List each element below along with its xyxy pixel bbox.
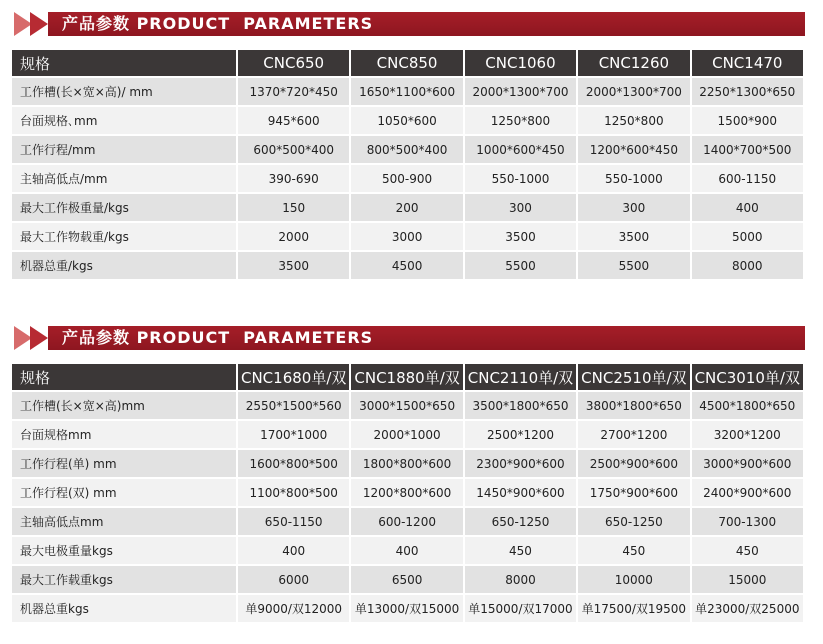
table-row xyxy=(12,136,803,163)
table-cell: 4500*1800*650 xyxy=(692,392,803,419)
table-cell: 2000*1000 xyxy=(351,421,462,448)
table-cell: 3800*1800*650 xyxy=(578,392,689,419)
header-cell: CNC2510单/双 xyxy=(578,364,689,390)
table-cell: 5500 xyxy=(578,252,689,279)
table-cell: 5500 xyxy=(465,252,576,279)
row-label: 最大工作载重kgs xyxy=(12,566,236,593)
banner-title: 产品参数 PRODUCT PARAMETERS xyxy=(62,14,374,33)
header-cell: CNC1260 xyxy=(578,50,689,76)
table-cell: 2550*1500*560 xyxy=(238,392,349,419)
row-label: 工作槽(长×宽×高)/ mm xyxy=(12,78,236,105)
table-row xyxy=(12,78,803,105)
section-1 xyxy=(10,8,805,281)
table-row xyxy=(12,595,803,622)
row-label: 工作行程(单) mm xyxy=(12,450,236,477)
table-cell: 1250*800 xyxy=(578,107,689,134)
table-row xyxy=(12,165,803,192)
table-row xyxy=(12,252,803,279)
header-cell: CNC850 xyxy=(351,50,462,76)
table-cell: 3500 xyxy=(578,223,689,250)
table-row xyxy=(12,450,803,477)
header-cell: CNC3010单/双 xyxy=(692,364,803,390)
table-header-row xyxy=(12,364,803,390)
table-cell: 600-1150 xyxy=(692,165,803,192)
table-cell: 400 xyxy=(692,194,803,221)
table-cell: 1500*900 xyxy=(692,107,803,134)
table-cell: 单9000/双12000 xyxy=(238,595,349,622)
table-cell: 450 xyxy=(578,537,689,564)
table-cell: 945*600 xyxy=(238,107,349,134)
table-cell: 1400*700*500 xyxy=(692,136,803,163)
table-cell: 1750*900*600 xyxy=(578,479,689,506)
row-label: 最大电极重量kgs xyxy=(12,537,236,564)
table-cell: 150 xyxy=(238,194,349,221)
table-cell: 10000 xyxy=(578,566,689,593)
table-row xyxy=(12,508,803,535)
table-cell: 1600*800*500 xyxy=(238,450,349,477)
table-row xyxy=(12,392,803,419)
header-cell: CNC650 xyxy=(238,50,349,76)
table-cell: 2000*1300*700 xyxy=(465,78,576,105)
table-cell: 3200*1200 xyxy=(692,421,803,448)
table-cell: 1700*1000 xyxy=(238,421,349,448)
row-label: 主轴高低点mm xyxy=(12,508,236,535)
section-banner xyxy=(10,322,805,354)
table-cell: 1100*800*500 xyxy=(238,479,349,506)
table-row xyxy=(12,194,803,221)
table-cell: 600-1200 xyxy=(351,508,462,535)
row-label: 工作槽(长×宽×高)mm xyxy=(12,392,236,419)
row-label: 机器总重kgs xyxy=(12,595,236,622)
table-cell: 2000*1300*700 xyxy=(578,78,689,105)
table-cell: 1450*900*600 xyxy=(465,479,576,506)
table-cell: 3000 xyxy=(351,223,462,250)
table-cell: 3500 xyxy=(238,252,349,279)
header-cell: CNC2110单/双 xyxy=(465,364,576,390)
header-cell: 规格 xyxy=(12,364,236,390)
table-cell: 2500*1200 xyxy=(465,421,576,448)
table-cell: 1200*800*600 xyxy=(351,479,462,506)
table-cell: 2300*900*600 xyxy=(465,450,576,477)
table-cell: 1370*720*450 xyxy=(238,78,349,105)
row-label: 工作行程(双) mm xyxy=(12,479,236,506)
table-cell: 400 xyxy=(351,537,462,564)
table-cell: 450 xyxy=(465,537,576,564)
parameters-table xyxy=(10,48,805,281)
table-cell: 200 xyxy=(351,194,462,221)
table-row xyxy=(12,479,803,506)
table-cell: 300 xyxy=(465,194,576,221)
header-cell: CNC1680单/双 xyxy=(238,364,349,390)
table-cell: 5000 xyxy=(692,223,803,250)
row-label: 台面规格mm xyxy=(12,421,236,448)
table-cell: 2000 xyxy=(238,223,349,250)
table-cell: 390-690 xyxy=(238,165,349,192)
row-label: 最大工作极重量/kgs xyxy=(12,194,236,221)
header-cell: CNC1060 xyxy=(465,50,576,76)
header-cell: CNC1470 xyxy=(692,50,803,76)
table-row xyxy=(12,537,803,564)
table-cell: 8000 xyxy=(692,252,803,279)
table-cell: 650-1150 xyxy=(238,508,349,535)
table-cell: 1000*600*450 xyxy=(465,136,576,163)
row-label: 工作行程/mm xyxy=(12,136,236,163)
table-cell: 600*500*400 xyxy=(238,136,349,163)
table-cell: 650-1250 xyxy=(578,508,689,535)
section-banner xyxy=(10,8,805,40)
table-cell: 300 xyxy=(578,194,689,221)
table-cell: 500-900 xyxy=(351,165,462,192)
table-cell: 400 xyxy=(238,537,349,564)
chevron-right-icon xyxy=(30,326,48,350)
banner-title: 产品参数 PRODUCT PARAMETERS xyxy=(62,328,374,347)
chevron-right-icon xyxy=(30,12,48,36)
table-cell: 1200*600*450 xyxy=(578,136,689,163)
table-cell: 2400*900*600 xyxy=(692,479,803,506)
row-label: 最大工作物载重/kgs xyxy=(12,223,236,250)
table-row xyxy=(12,566,803,593)
table-row xyxy=(12,223,803,250)
row-label: 台面规格､mm xyxy=(12,107,236,134)
table-cell: 6000 xyxy=(238,566,349,593)
table-row xyxy=(12,421,803,448)
table-cell: 1800*800*600 xyxy=(351,450,462,477)
table-cell: 3000*900*600 xyxy=(692,450,803,477)
table-cell: 3500 xyxy=(465,223,576,250)
table-cell: 1250*800 xyxy=(465,107,576,134)
table-cell: 4500 xyxy=(351,252,462,279)
table-cell: 1050*600 xyxy=(351,107,462,134)
header-cell: CNC1880单/双 xyxy=(351,364,462,390)
table-cell: 2250*1300*650 xyxy=(692,78,803,105)
row-label: 机器总重/kgs xyxy=(12,252,236,279)
table-cell: 3500*1800*650 xyxy=(465,392,576,419)
table-cell: 800*500*400 xyxy=(351,136,462,163)
table-cell: 15000 xyxy=(692,566,803,593)
parameters-table xyxy=(10,362,805,624)
table-cell: 550-1000 xyxy=(465,165,576,192)
table-cell: 3000*1500*650 xyxy=(351,392,462,419)
table-cell: 单13000/双15000 xyxy=(351,595,462,622)
table-cell: 8000 xyxy=(465,566,576,593)
header-cell: 规格 xyxy=(12,50,236,76)
table-cell: 单17500/双19500 xyxy=(578,595,689,622)
table-header-row xyxy=(12,50,803,76)
row-label: 主轴高低点/mm xyxy=(12,165,236,192)
table-row xyxy=(12,107,803,134)
table-cell: 2500*900*600 xyxy=(578,450,689,477)
table-cell: 6500 xyxy=(351,566,462,593)
table-cell: 550-1000 xyxy=(578,165,689,192)
table-cell: 单15000/双17000 xyxy=(465,595,576,622)
section-2 xyxy=(10,322,805,624)
table-cell: 1650*1100*600 xyxy=(351,78,462,105)
table-cell: 2700*1200 xyxy=(578,421,689,448)
table-cell: 单23000/双25000 xyxy=(692,595,803,622)
table-cell: 650-1250 xyxy=(465,508,576,535)
table-cell: 700-1300 xyxy=(692,508,803,535)
table-cell: 450 xyxy=(692,537,803,564)
